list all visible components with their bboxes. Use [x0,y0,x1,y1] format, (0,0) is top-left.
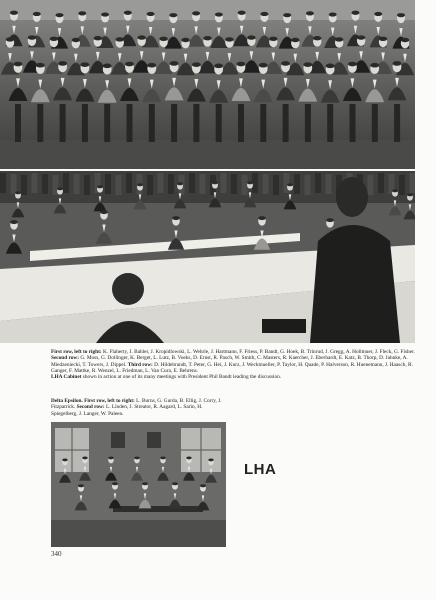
caption-third-row-label: Third row: [127,361,153,368]
group-photo-image [0,0,415,169]
delta-epsilon-photo-image [51,422,226,547]
caption-first-row-label: First row, left to right: [51,349,102,355]
caption-first-row-names: K. Flaherty, J. Bahler, J. Kropidlowski, L. Wehrle, J. Hartmann, F. Friess, P. Bandt, G. Hoek, B. Trinrud, J. Gregg, A. Hollmuer, J. Fleck, G. Fisher. [102,349,415,355]
caption-second-row-label: Second row: [51,355,80,362]
page-number: 340 [51,550,62,558]
delta-first-row-names: L. Burns, G. Gurda, B. Ellig, J. Corry, J. Fitzpatrick. [51,398,222,411]
group-photo [0,0,415,169]
delta-first-row-label: First row, left to right: [84,398,135,404]
delta-heading: Delta Epsilon. [51,398,83,404]
delta-second-row-label: Second row: [76,404,105,411]
caption-main [51,349,415,380]
section-title: LHA [244,461,277,478]
cabinet-photo-image [0,171,415,343]
delta-epsilon-photo [51,422,226,547]
cabinet-photo [0,171,415,343]
caption-cabinet-text: shown in action at one of its many meetings with President Phil Bandt leading the discussion. [82,374,282,381]
caption-delta-epsilon [51,398,227,417]
delta-second-row-names: L. Linden, J. Streator, R. Aagard, L. Sarin, H. Spiegelberg, J. Langer, W. Paleen. [51,404,203,417]
caption-cabinet-label: LHA Cabinet [51,374,82,381]
caption-third-row-names: D. Hildebrandt, T. Peter, G. Hei, J. Kurz, J. Weckmueller, P. Taylor, H. Quade, P. Halverson, R. Huenemann, J. Haasch, R. Ganger, F. Mattke, R. Wenzel, L. Friedman, L. Van Cura, E. Behrens. [51,361,413,374]
caption-second-row-names: G. Moss, G. Dollinger, K. Berget, L. Lutz, B. Voeks, D. Ernst, R. Pasch, W. Smith, C. Masters, R. Kaercher, J. Eberhardt, E. Katz, B. Thorp, D. Jahnke, A. Miedzeniecki, T. Towers, J. Dippel. [51,355,408,368]
